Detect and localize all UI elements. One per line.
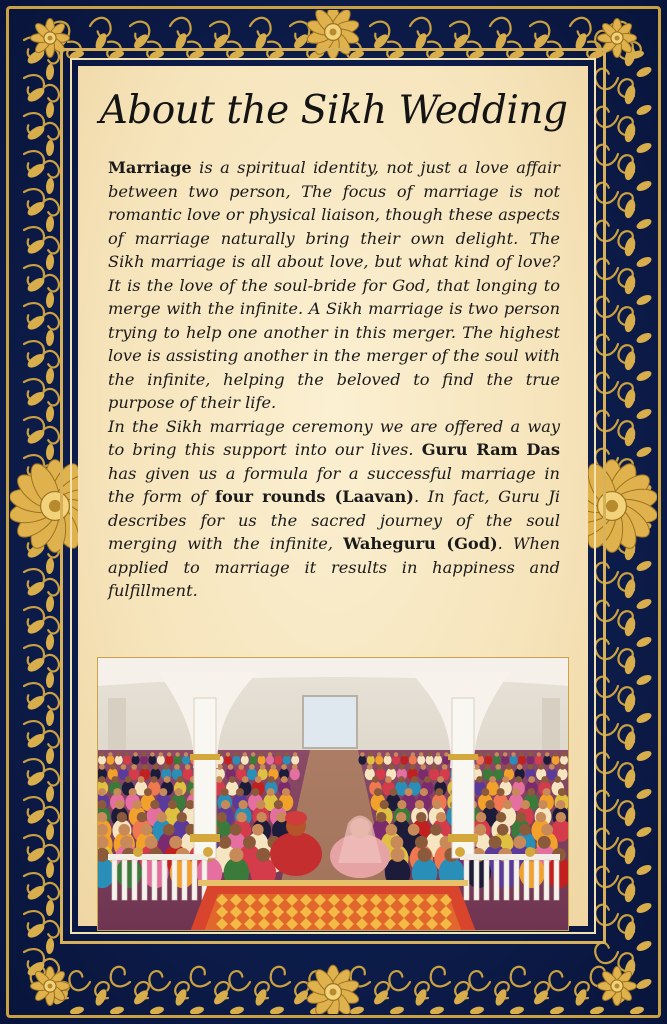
seated-guest [165, 755, 173, 765]
leaf-ornament [45, 862, 54, 879]
leaf-ornament [349, 1005, 365, 1014]
leaf-ornament [509, 1005, 525, 1014]
railing-finial [455, 847, 465, 857]
seated-guest [266, 755, 274, 765]
leaf-ornament [635, 977, 653, 991]
scroll-flourish [548, 969, 571, 992]
leaf-ornament [623, 578, 637, 599]
leaf-ornament [45, 368, 54, 385]
baluster [152, 860, 157, 900]
leaf-ornament [623, 198, 637, 219]
seated-guest [493, 755, 501, 765]
leaf-ornament [469, 1005, 485, 1014]
seated-guest [484, 755, 492, 765]
leaf-ornament [623, 920, 637, 941]
baluster [112, 860, 117, 900]
seated-guest [274, 755, 282, 765]
leaf-ornament [635, 749, 653, 763]
baluster [192, 860, 197, 900]
seated-guest [283, 755, 291, 765]
corner-flower [597, 966, 636, 1005]
seated-guest [560, 755, 568, 765]
cloth-pattern [216, 894, 452, 930]
baluster [132, 860, 137, 900]
leaf-ornament [623, 882, 637, 903]
leaf-ornament [69, 1005, 85, 1014]
leaf-ornament [45, 254, 54, 271]
leaf-ornament [635, 255, 653, 269]
seated-guest [543, 755, 551, 765]
seated-guest [358, 755, 366, 765]
right-pillar-base-band [448, 834, 478, 842]
baluster [494, 860, 499, 900]
seated-guest [526, 755, 534, 765]
baluster [514, 860, 519, 900]
leaf-ornament [635, 217, 653, 231]
baluster [474, 860, 479, 900]
baluster [534, 860, 539, 900]
leaf-ornament [45, 330, 54, 347]
seated-guest [518, 755, 526, 765]
scroll-flourish [429, 966, 452, 989]
baluster [554, 860, 559, 900]
leaf-ornament [45, 178, 54, 195]
left-pillar-band [190, 754, 220, 760]
leaf-ornament [45, 64, 54, 81]
leaf-ornament [629, 1005, 645, 1014]
leaf-ornament [623, 350, 637, 371]
seated-guest [552, 755, 560, 765]
leaf-ornament [623, 426, 637, 447]
emphasis-text: four rounds (Laavan) [214, 487, 414, 506]
emphasis-text: Waheguru (God) [343, 534, 498, 553]
paragraph-marriage [108, 156, 560, 415]
leaf-ornament [635, 597, 653, 611]
baluster [172, 860, 177, 900]
scroll-flourish [148, 969, 171, 992]
leaf-ornament [429, 1005, 445, 1014]
seated-guest [426, 755, 434, 765]
leaf-ornament [45, 292, 54, 309]
leaf-ornament [389, 1005, 405, 1014]
leaf-ornament [635, 445, 653, 459]
baluster [122, 860, 127, 900]
left-pillar-base-band [190, 834, 220, 842]
leaf-ornament [635, 863, 653, 877]
leaf-ornament [149, 1005, 165, 1014]
corner-flower [30, 966, 69, 1005]
paragraph-text: . In fact, Guru Ji describes for us the sacred journey of the soul merging with the infinite, [108, 487, 560, 553]
leaf-ornament [623, 844, 637, 865]
leaf-ornament [45, 710, 54, 727]
railing-finial [133, 847, 143, 857]
leaf-ornament [45, 558, 54, 575]
seated-guest [174, 755, 182, 765]
leaf-ornament [45, 596, 54, 613]
paragraph-text: has given us a formula for a successful marriage in the form of [108, 463, 560, 506]
leaf-ornament [45, 672, 54, 689]
leaf-ornament [109, 1005, 125, 1014]
leaf-ornament [623, 274, 637, 295]
seated-guest [224, 755, 232, 765]
leaf-ornament [45, 140, 54, 157]
right-pillar-band [448, 754, 478, 760]
scroll-flourish [189, 966, 212, 989]
leaf-ornament [635, 787, 653, 801]
seated-guest [123, 755, 131, 765]
leaf-ornament [45, 444, 54, 461]
paragraph-text: is a spiritual identity, not just a love affair between two person, The focus of marriage is not romantic love or physical liaison, though these aspects of marriage naturally bring their own delight. The Sikh marriage is all about love, but what kind of love? It is the love of the soul-bride for God, that longing to merge with the infinite. A Sikh marriage is two person trying to help one another in this merger. The highest love is assisting another in the merger of the soul with the infinite, helping the beloved to find the true purpose of their life. [108, 158, 560, 412]
leaf-ornament [623, 654, 637, 675]
seated-guest [232, 755, 240, 765]
seated-guest [375, 755, 383, 765]
article-body [108, 156, 560, 603]
seated-guest [241, 755, 249, 765]
leaf-ornament [623, 692, 637, 713]
wedding-ceremony-photo [97, 657, 569, 931]
railing-top [460, 854, 560, 860]
seated-guest [115, 755, 123, 765]
platform-edge [198, 880, 468, 886]
leaf-ornament [623, 616, 637, 637]
baluster [484, 860, 489, 900]
seated-guest [140, 755, 148, 765]
railing-top [108, 854, 208, 860]
railing-finial [525, 847, 535, 857]
leaf-ornament [635, 179, 653, 193]
seated-guest [417, 755, 425, 765]
leaf-ornament [623, 768, 637, 789]
seated-guest [535, 755, 543, 765]
leaf-ornament [45, 900, 54, 917]
leaf-ornament [635, 369, 653, 383]
seated-guest [291, 755, 299, 765]
leaf-ornament [635, 559, 653, 573]
leaf-ornament [45, 824, 54, 841]
paragraph-text: In the Sikh marriage ceremony we are offered a way to bring this support into our lives. [108, 416, 560, 459]
scroll-flourish [468, 969, 491, 992]
leaf-ornament [623, 312, 637, 333]
scroll-flourish [388, 969, 411, 992]
leaf-ornament [635, 901, 653, 915]
seated-guest [501, 755, 509, 765]
leaf-ornament [549, 1005, 565, 1014]
seated-guest [384, 755, 392, 765]
seated-guest [367, 755, 375, 765]
seated-guest [148, 755, 156, 765]
leaf-ornament [635, 293, 653, 307]
baluster [504, 860, 509, 900]
seated-guest [249, 755, 257, 765]
leaf-ornament [623, 730, 637, 751]
leaf-ornament [635, 635, 653, 649]
seated-guest [392, 755, 400, 765]
leaf-ornament [45, 216, 54, 233]
baluster [142, 860, 147, 900]
baluster [544, 860, 549, 900]
leaf-ornament [45, 938, 54, 955]
scroll-flourish [68, 969, 91, 992]
baluster [162, 860, 167, 900]
leaf-ornament [45, 748, 54, 765]
leaf-ornament [269, 1005, 285, 1014]
seated-guest [106, 755, 114, 765]
leaf-ornament [623, 160, 637, 181]
seated-guest [132, 755, 140, 765]
railing-finial [203, 847, 213, 857]
paragraph-text: . When applied to marriage it results in happiness and fulfillment. [108, 534, 560, 600]
left-wall-panel [108, 698, 126, 758]
leaf-ornament [189, 1005, 205, 1014]
paragraph-ceremony [108, 415, 560, 603]
emphasis-text: Guru Ram Das [421, 440, 560, 459]
leaf-ornament [45, 406, 54, 423]
leaf-ornament [229, 1005, 245, 1014]
emphasis-text: Marriage [108, 158, 192, 177]
seated-guest [510, 755, 518, 765]
hall-window [303, 696, 357, 748]
leaf-ornament [635, 141, 653, 155]
baluster [524, 860, 529, 900]
scroll-flourish [109, 966, 132, 989]
seated-guest [98, 755, 106, 765]
leaf-ornament [589, 1005, 605, 1014]
leaf-ornament [635, 939, 653, 953]
leaf-ornament [635, 65, 653, 79]
seated-guest [157, 755, 165, 765]
seated-guest [409, 755, 417, 765]
leaf-ornament [635, 407, 653, 421]
leaf-ornament [45, 786, 54, 803]
baluster [182, 860, 187, 900]
leaf-ornament [623, 806, 637, 827]
seated-guest [290, 768, 300, 780]
leaf-ornament [635, 331, 653, 345]
leaf-ornament [635, 825, 653, 839]
leaf-ornament [635, 673, 653, 687]
page-title: About the Sikh Wedding [99, 88, 568, 133]
right-wall-panel [542, 698, 560, 758]
leaf-ornament [45, 634, 54, 651]
scroll-flourish [509, 966, 532, 989]
seated-guest [258, 755, 266, 765]
seated-guest [434, 755, 442, 765]
leaf-ornament [635, 711, 653, 725]
scroll-flourish [269, 966, 292, 989]
leaf-ornament [623, 388, 637, 409]
seated-guest [400, 755, 408, 765]
scroll-flourish [228, 969, 251, 992]
seated-guest [182, 755, 190, 765]
leaf-ornament [623, 236, 637, 257]
